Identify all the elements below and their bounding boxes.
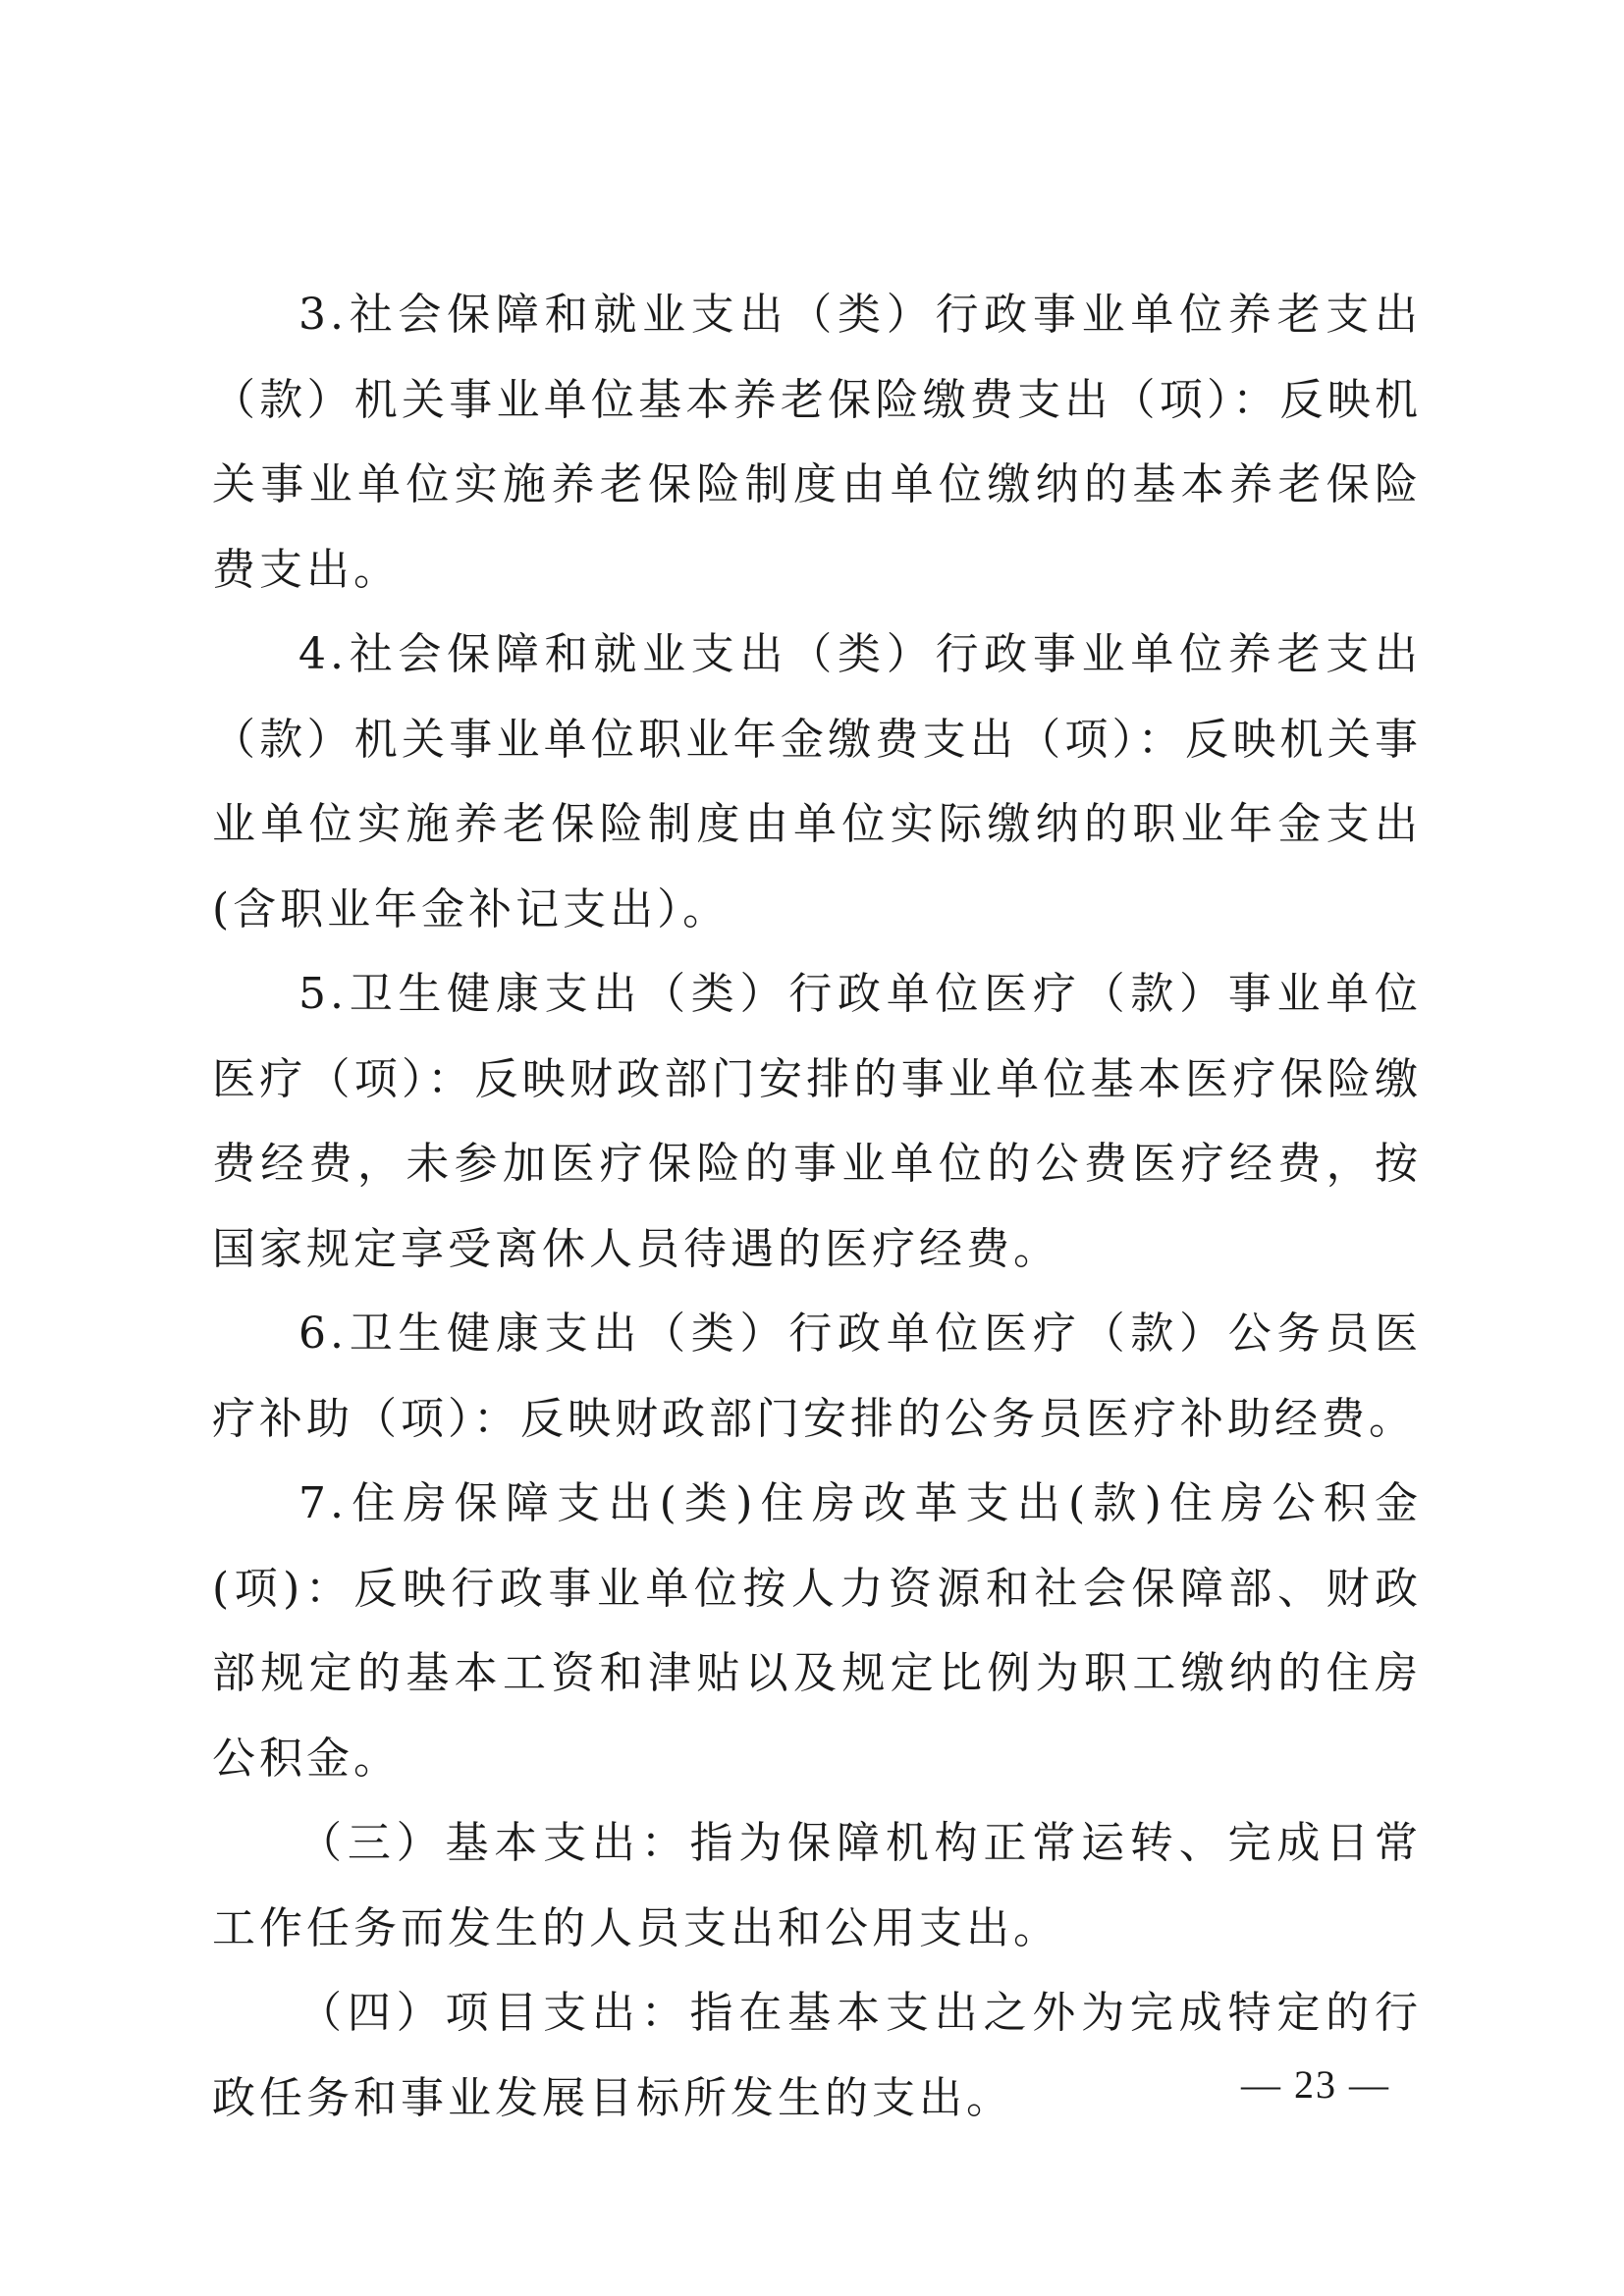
paragraph-basic-expenditure: （三）基本支出：指为保障机构正常运转、完成日常工作任务而发生的人员支出和公用支出。: [212, 1818, 1422, 1953]
paragraph-project-expenditure: （四）项目支出：指在基本支出之外为完成特定的行政任务和事业发展目标所发生的支出。: [212, 1988, 1422, 2123]
paragraph-item-5-public-institution-medical: 5.卫生健康支出（类）行政单位医疗（款）事业单位医疗（项）：反映财政部门安排的事业单位基本医疗保险缴费经费，未参加医疗保险的事业单位的公费医疗经费，按国家规定享受离休人员待遇的医疗经费。: [212, 969, 1422, 1274]
paragraph-item-4-occupational-annuity: 4.社会保障和就业支出（类）行政事业单位养老支出（款）机关事业单位职业年金缴费支出（项）：反映机关事业单位实施养老保险制度由单位实际缴纳的职业年金支出(含职业年金补记支出）。: [212, 629, 1422, 934]
paragraph-item-3-pension-contribution: 3.社会保障和就业支出（类）行政事业单位养老支出（款）机关事业单位基本养老保险缴费支出（项）：反映机关事业单位实施养老保险制度由单位缴纳的基本养老保险费支出。: [212, 290, 1422, 595]
document-body: [212, 273, 1422, 2141]
paragraph-item-6-civil-servant-medical-subsidy: 6.卫生健康支出（类）行政单位医疗（款）公务员医疗补助（项）：反映财政部门安排的公务员医疗补助经费。: [212, 1308, 1422, 1444]
page-number: — 23 —: [1241, 2062, 1390, 2107]
paragraph-item-7-housing-provident-fund: 7.住房保障支出(类)住房改革支出(款)住房公积金(项)：反映行政事业单位按人力资源和社会保障部、财政部规定的基本工资和津贴以及规定比例为职工缴纳的住房公积金。: [212, 1478, 1422, 1784]
